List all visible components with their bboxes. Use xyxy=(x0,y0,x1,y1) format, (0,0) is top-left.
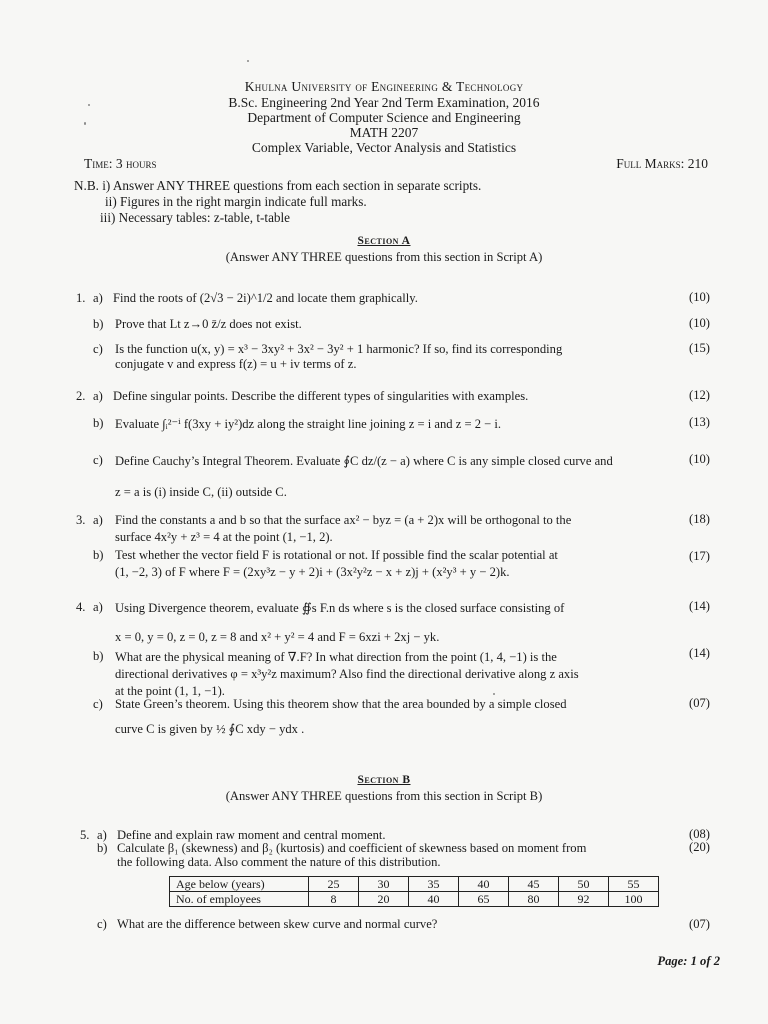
q4a-text-2: x = 0, y = 0, z = 0, z = 8 and x² + y² = 4 and F = 6xzi + 2xj − yk. xyxy=(115,630,440,644)
q4b-marks: (14) xyxy=(689,646,710,660)
q2b-label: b) xyxy=(93,416,104,430)
q2c-text-1: Define Cauchy’s Integral Theorem. Evaluate ∮C dz/(z − a) where C is any simple closed curve and xyxy=(115,454,613,468)
q5b-label: b) xyxy=(97,841,108,855)
q5-number: 5. xyxy=(80,828,90,842)
table-cell: 55 xyxy=(609,877,659,892)
q1b-text: Prove that Lt z→0 z̄/z does not exist. xyxy=(115,317,302,331)
q1c-label: c) xyxy=(93,342,103,356)
table-cell: 92 xyxy=(559,892,609,907)
q1b-marks: (10) xyxy=(689,316,710,330)
q2a-marks: (12) xyxy=(689,388,710,402)
q5b-text-2: the following data. Also comment the nature of this distribution. xyxy=(117,855,441,869)
q1c-marks: (15) xyxy=(689,341,710,355)
section-b-title: Section B xyxy=(357,774,411,786)
q1b-label: b) xyxy=(93,317,104,331)
employee-age-table xyxy=(169,876,659,907)
section-a-instruction: (Answer ANY THREE questions from this section in Script A) xyxy=(225,250,543,264)
q1-number: 1. xyxy=(76,291,86,305)
q1a-text: Find the roots of (2√3 − 2i)^1/2 and locate them graphically. xyxy=(113,291,418,305)
table-row-label: Age below (years) xyxy=(170,877,309,892)
section-b-instruction: (Answer ANY THREE questions from this section in Script B) xyxy=(225,789,543,803)
q2c-label: c) xyxy=(93,453,103,467)
q4b-label: b) xyxy=(93,649,104,663)
q5c-marks: (07) xyxy=(689,917,710,931)
nb-line-1: N.B. i) Answer ANY THREE questions from each section in separate scripts. xyxy=(74,178,482,193)
table-cell: 25 xyxy=(309,877,359,892)
q4c-label: c) xyxy=(93,697,103,711)
q3a-label: a) xyxy=(93,513,103,527)
q5a-marks: (08) xyxy=(689,827,710,841)
q4b-text-2: directional derivatives φ = x³y²z maximum? Also find the directional derivative along z axis xyxy=(115,667,579,681)
q3a-text-2: surface 4x²y + z³ = 4 at the point (1, −1, 2). xyxy=(115,530,333,544)
university-name: Khulna University of Engineering & Technology xyxy=(244,79,524,94)
scan-speck xyxy=(247,60,249,62)
course-title: Complex Variable, Vector Analysis and Statistics xyxy=(251,140,517,155)
course-code: MATH 2207 xyxy=(349,125,419,140)
q2c-marks: (10) xyxy=(689,452,710,466)
q3b-marks: (17) xyxy=(689,549,710,563)
q4c-text-1: State Green’s theorem. Using this theorem show that the area bounded by a simple closed xyxy=(115,697,567,711)
q4c-text-2: curve C is given by ½ ∮C xdy − ydx . xyxy=(115,722,305,736)
table-cell: 8 xyxy=(309,892,359,907)
q4b-text-3: at the point (1, 1, −1). xyxy=(115,684,225,698)
q3b-label: b) xyxy=(93,548,104,562)
q2a-label: a) xyxy=(93,389,103,403)
q3-number: 3. xyxy=(76,513,86,527)
table-row-label: No. of employees xyxy=(170,892,309,907)
section-a-title: Section A xyxy=(357,235,411,247)
table-cell: 65 xyxy=(459,892,509,907)
q2c-text-2: z = a is (i) inside C, (ii) outside C. xyxy=(115,485,287,499)
q5c-text: What are the difference between skew curve and normal curve? xyxy=(117,917,438,931)
table-cell: 20 xyxy=(359,892,409,907)
q5c-label: c) xyxy=(97,917,107,931)
scan-speck xyxy=(493,693,495,695)
nb-line-2: ii) Figures in the right margin indicate full marks. xyxy=(105,194,367,209)
q3b-text-1: Test whether the vector field F is rotational or not. If possible find the scalar potential at xyxy=(115,548,558,562)
q2a-text: Define singular points. Describe the different types of singularities with examples. xyxy=(113,389,529,403)
table-cell: 80 xyxy=(509,892,559,907)
table-cell: 30 xyxy=(359,877,409,892)
q5a-text: Define and explain raw moment and central moment. xyxy=(117,828,386,842)
q4c-marks: (07) xyxy=(689,696,710,710)
q2-number: 2. xyxy=(76,389,86,403)
q2b-marks: (13) xyxy=(689,415,710,429)
table-cell: 40 xyxy=(409,892,459,907)
table-cell: 40 xyxy=(459,877,509,892)
table-cell: 100 xyxy=(609,892,659,907)
table-cell: 45 xyxy=(509,877,559,892)
exam-title: B.Sc. Engineering 2nd Year 2nd Term Examination, 2016 xyxy=(228,95,540,110)
q4a-label: a) xyxy=(93,600,103,614)
nb-line-3: iii) Necessary tables: z-table, t-table xyxy=(100,210,291,225)
q5b-marks: (20) xyxy=(689,840,710,854)
department-name: Department of Computer Science and Engineering xyxy=(247,110,521,125)
q2b-text: Evaluate ∫ᵢ²⁻ⁱ f(3xy + iy²)dz along the straight line joining z = i and z = 2 − i. xyxy=(115,417,502,431)
q5a-label: a) xyxy=(97,828,107,842)
table-row xyxy=(170,877,659,892)
table-cell: 50 xyxy=(559,877,609,892)
q1a-label: a) xyxy=(93,291,103,305)
q4b-text-1: What are the physical meaning of ∇.F? In what direction from the point (1, 4, −1) is the xyxy=(115,650,557,664)
page-number: Page: 1 of 2 xyxy=(657,954,720,968)
exam-time: Time: 3 hours xyxy=(84,156,157,171)
q3a-marks: (18) xyxy=(689,512,710,526)
table-row xyxy=(170,892,659,907)
q4a-text-1: Using Divergence theorem, evaluate ∯s F.n ds where s is the closed surface consisting of xyxy=(115,601,565,615)
q1c-text-2: conjugate v and express f(z) = u + iv terms of z. xyxy=(115,357,357,371)
q3b-text-2: (1, −2, 3) of F where F = (2xy³z − y + 2)i + (3x²y²z − x + z)j + (x²y³ + y − 2)k. xyxy=(115,565,510,579)
q5b-text-1: Calculate β₁ (skewness) and β₂ (kurtosis) and coefficient of skewness based on moment from xyxy=(117,841,587,855)
q1a-marks: (10) xyxy=(689,290,710,304)
table-cell: 35 xyxy=(409,877,459,892)
q4-number: 4. xyxy=(76,600,86,614)
q4a-marks: (14) xyxy=(689,599,710,613)
q3a-text-1: Find the constants a and b so that the surface ax² − byz = (a + 2)x will be orthogonal to the xyxy=(115,513,572,527)
full-marks: Full Marks: 210 xyxy=(616,156,708,171)
q1c-text-1: Is the function u(x, y) = x³ − 3xy² + 3x² − 3y² + 1 harmonic? If so, find its corresponding xyxy=(115,342,563,356)
